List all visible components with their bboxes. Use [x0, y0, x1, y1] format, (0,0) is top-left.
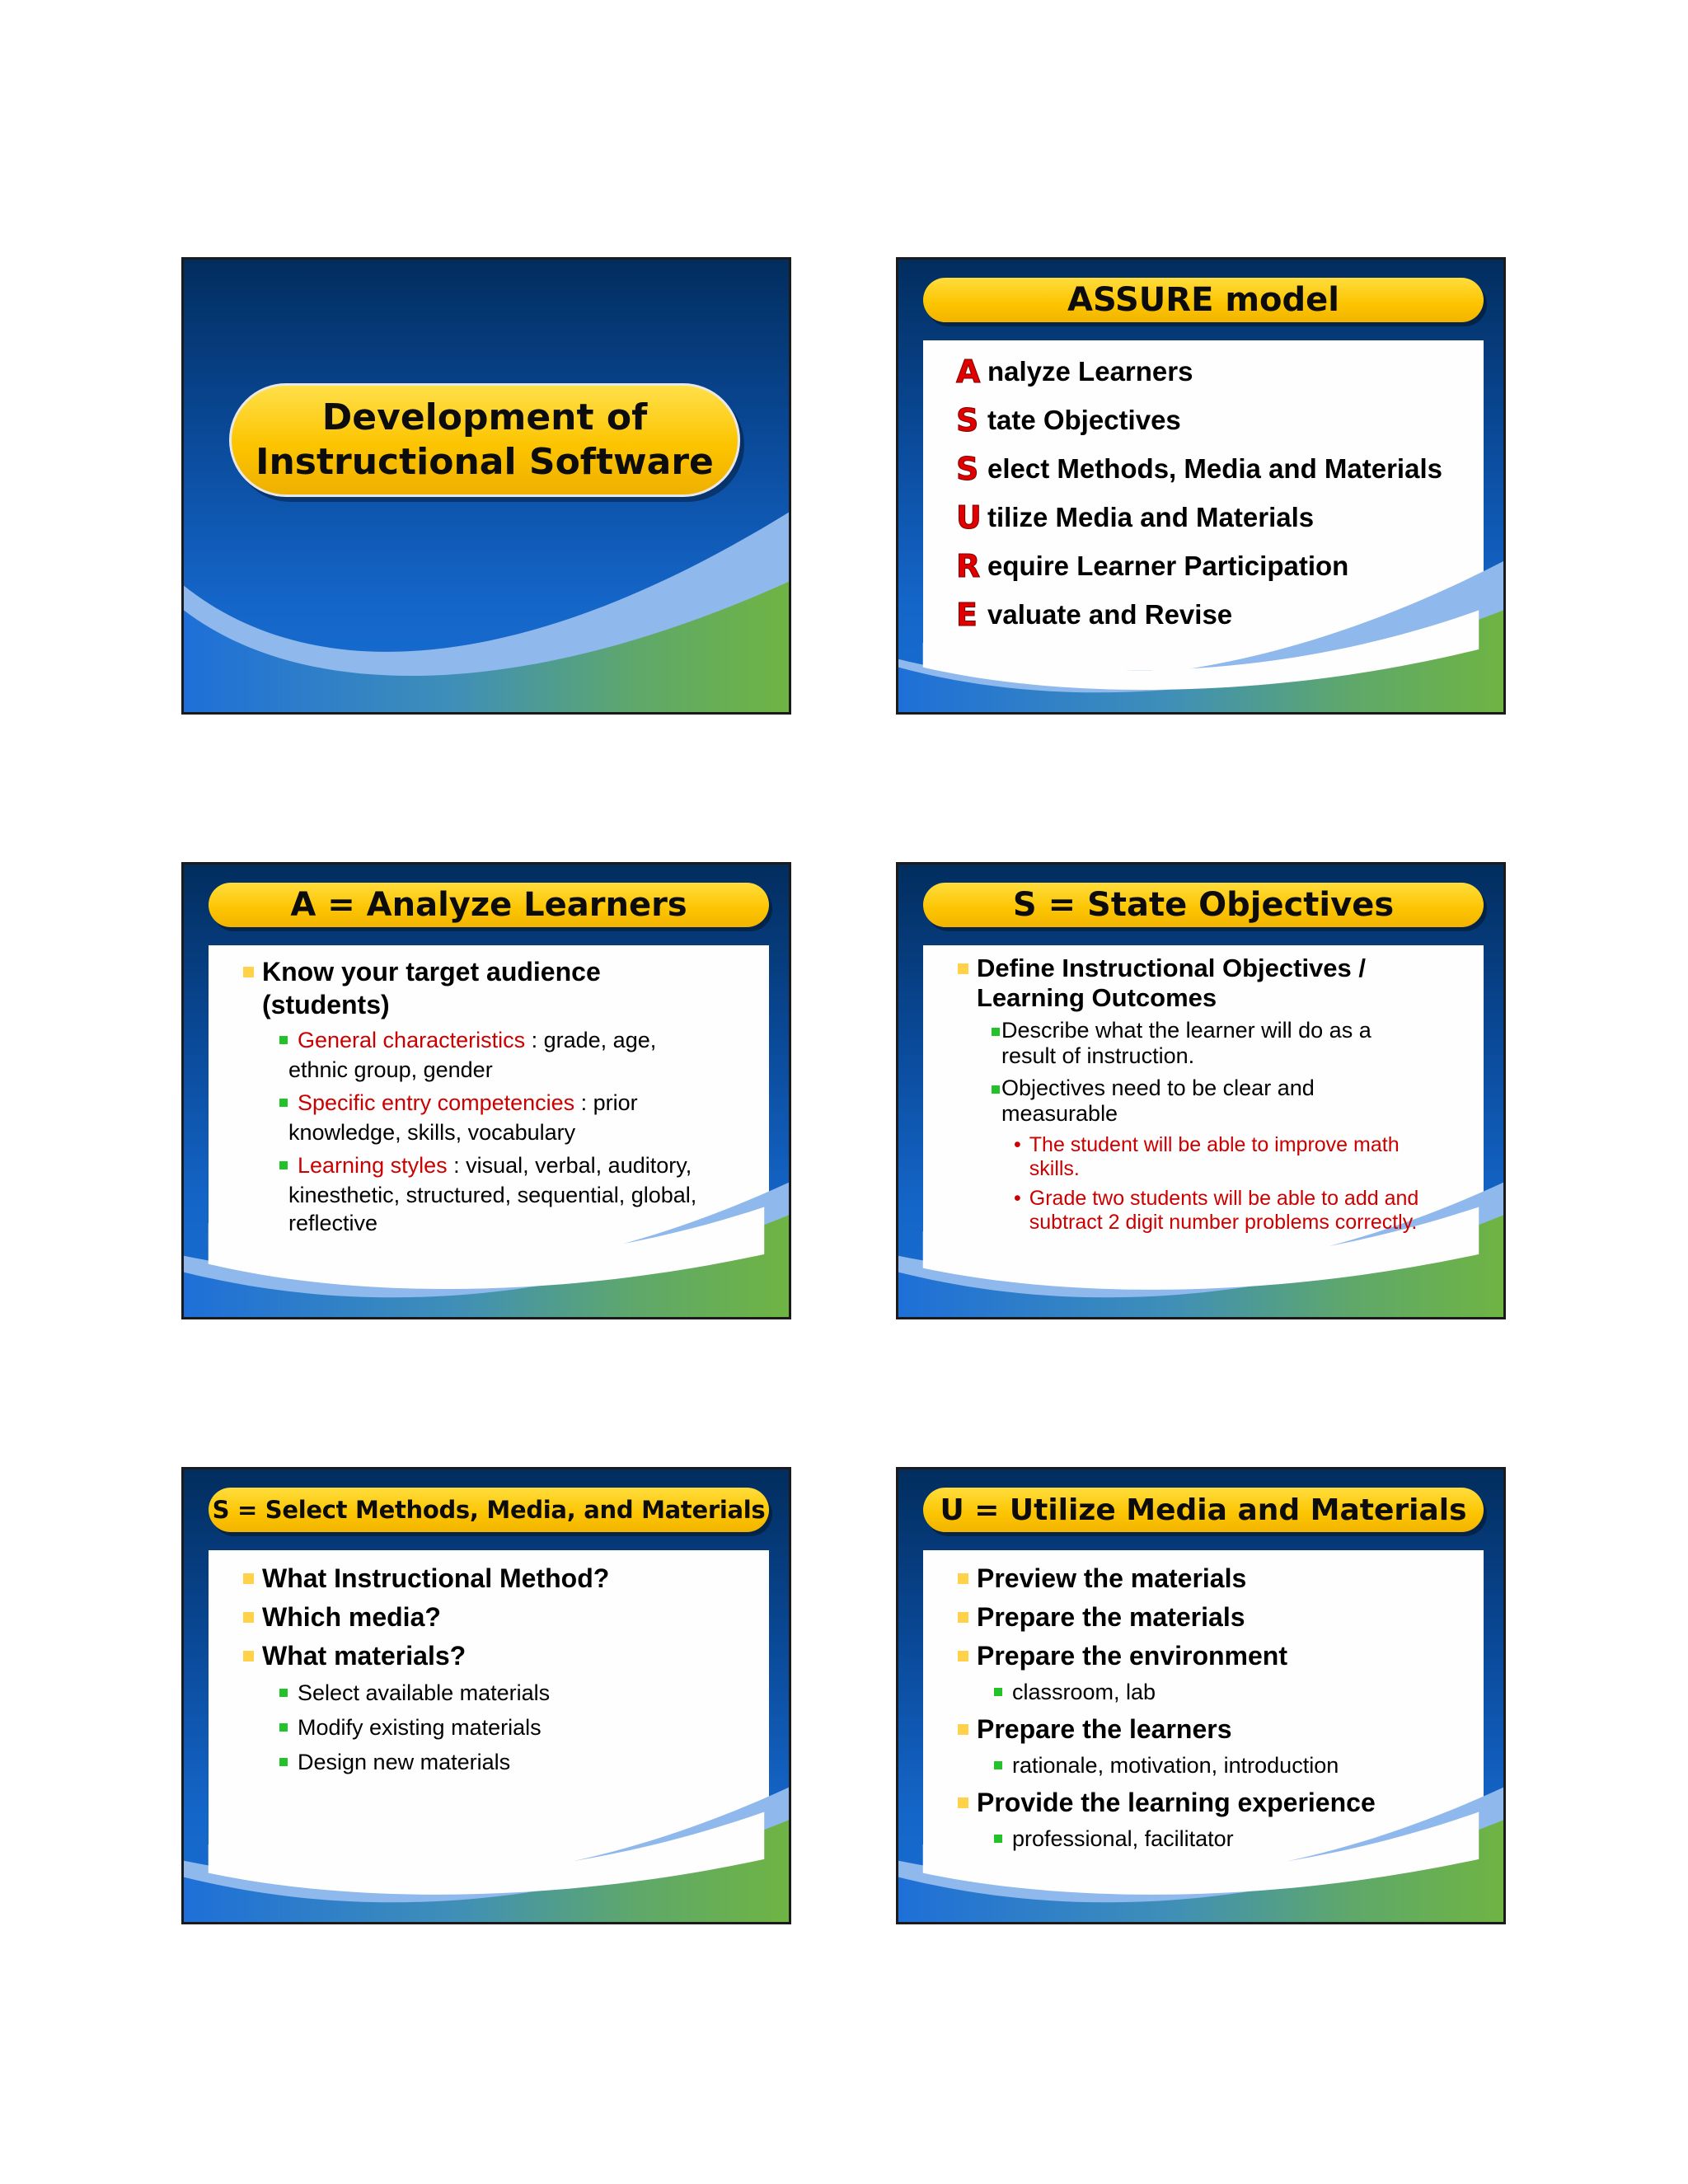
bullet-square-icon — [243, 1573, 254, 1584]
bullet-text: Prepare the learners — [977, 1714, 1232, 1744]
sub-bullet-text: Select available materials — [298, 1680, 551, 1705]
sub-bullet — [279, 1713, 542, 1741]
bullet-square-icon — [279, 1099, 288, 1107]
bullet-dot-icon: • — [1014, 1187, 1021, 1210]
sub-bullet — [279, 1679, 550, 1707]
bullet-text: (students) — [262, 990, 390, 1019]
bullet-square-icon — [243, 1651, 254, 1661]
sub-bullet-text: knowledge, skills, vocabulary — [288, 1120, 576, 1145]
assure-letter: U — [956, 499, 982, 536]
main-bullet — [243, 1562, 609, 1595]
bullet-square-icon — [992, 1028, 1000, 1036]
assure-item — [956, 597, 1232, 633]
main-bullet — [243, 955, 601, 1021]
sub-bullet-label: Learning styles — [298, 1153, 448, 1178]
sub-bullet — [279, 1748, 510, 1776]
slide-title: ASSURE model — [923, 278, 1484, 322]
main-bullet — [958, 1639, 1287, 1672]
main-bullet — [958, 954, 1366, 1013]
example-text: Grade two students will be able to add and — [1029, 1187, 1419, 1210]
main-bullet — [958, 1713, 1232, 1746]
sub-bullet-text: Describe what the learner will do as a — [1001, 1018, 1372, 1043]
sub-bullet — [279, 1151, 692, 1179]
bullet-square-icon — [279, 1036, 288, 1044]
bullet-square-icon — [958, 1797, 968, 1808]
assure-item — [956, 499, 1314, 536]
sub-bullet-text: classroom, lab — [1012, 1680, 1156, 1704]
bullet-text: Learning Outcomes — [977, 983, 1217, 1012]
assure-text: equire Learner Participation — [987, 551, 1349, 581]
sub-bullet-text: : prior — [574, 1090, 638, 1115]
cover-title-line2: Instructional Software — [256, 441, 714, 483]
assure-item — [956, 354, 1193, 390]
assure-text: elect Methods, Media and Materials — [987, 453, 1442, 484]
sub-bullet — [994, 1751, 1339, 1779]
sub-bullet — [992, 1076, 1315, 1127]
example-text: skills. — [1029, 1157, 1080, 1180]
bullet-square-icon — [958, 1724, 968, 1735]
slide-utilize-media — [896, 1467, 1506, 1924]
slide-state-objectives — [896, 862, 1506, 1319]
example-text: The student will be able to improve math — [1029, 1133, 1400, 1156]
assure-text: tate Objectives — [987, 405, 1181, 435]
cover-title — [229, 383, 740, 497]
sub-bullet-text: Modify existing materials — [298, 1715, 542, 1740]
sub-bullet-text: ethnic group, gender — [288, 1057, 493, 1082]
bullet-square-icon — [279, 1689, 288, 1697]
bullet-text: Prepare the materials — [977, 1602, 1245, 1632]
slide-assure-model — [896, 257, 1506, 715]
sub-bullet-text: measurable — [1001, 1101, 1118, 1126]
assure-text: tilize Media and Materials — [987, 502, 1315, 532]
bullet-square-icon — [994, 1688, 1002, 1696]
bullet-text: What materials? — [262, 1641, 467, 1671]
slide-select-methods — [181, 1467, 791, 1924]
bullet-dot-icon: • — [1014, 1133, 1021, 1156]
sub-bullet — [279, 1089, 638, 1117]
sub-bullet-text: Objectives need to be clear and — [1001, 1076, 1315, 1100]
assure-item — [956, 548, 1348, 584]
main-bullet — [243, 1601, 441, 1633]
slide-title: S = State Objectives — [923, 883, 1484, 927]
bullet-square-icon — [994, 1835, 1002, 1843]
main-bullet — [958, 1601, 1245, 1633]
sub-bullet-label: General characteristics — [298, 1028, 526, 1052]
example-text: subtract 2 digit number problems correctly. — [1029, 1211, 1418, 1234]
assure-letter: R — [956, 548, 981, 584]
bullet-square-icon — [992, 1085, 1000, 1094]
bullet-text: Preview the materials — [977, 1563, 1247, 1593]
sub-bullet — [994, 1678, 1156, 1706]
bullet-text: Know your target audience — [262, 957, 601, 987]
bullet-square-icon — [243, 1612, 254, 1623]
sub-bullet — [279, 1026, 656, 1054]
bullet-text: Provide the learning experience — [977, 1788, 1376, 1817]
slide-title: S = Select Methods, Media, and Materials — [209, 1488, 769, 1532]
sub-bullet-text: reflective — [288, 1211, 378, 1235]
assure-item — [956, 451, 1442, 487]
main-bullet — [243, 1639, 466, 1672]
bullet-text: Prepare the environment — [977, 1641, 1287, 1671]
sub-bullet — [992, 1018, 1372, 1069]
assure-item — [956, 402, 1181, 438]
sub-bullet-text: professional, facilitator — [1012, 1826, 1234, 1851]
bullet-text: Define Instructional Objectives / — [977, 954, 1367, 982]
slide-analyze-learners — [181, 862, 791, 1319]
sub-bullet-text: rationale, motivation, introduction — [1012, 1753, 1339, 1778]
bullet-text: What Instructional Method? — [262, 1563, 610, 1593]
sub-bullet-text: : visual, verbal, auditory, — [447, 1153, 692, 1178]
bullet-square-icon — [279, 1723, 288, 1732]
assure-letter: S — [956, 402, 979, 438]
bullet-square-icon — [958, 1573, 968, 1584]
sub-bullet — [994, 1825, 1234, 1853]
sub-bullet-label: Specific entry competencies — [298, 1090, 575, 1115]
bullet-square-icon — [958, 963, 968, 974]
bullet-square-icon — [958, 1651, 968, 1661]
sub-bullet-text: : grade, age, — [525, 1028, 657, 1052]
example-bullet — [1014, 1187, 1418, 1235]
slide-title: A = Analyze Learners — [209, 883, 769, 927]
sub-bullet-text: Design new materials — [298, 1750, 511, 1774]
example-bullet — [1014, 1133, 1400, 1181]
sub-bullet-text: kinesthetic, structured, sequential, global, — [288, 1183, 697, 1207]
assure-letter: S — [956, 451, 979, 487]
bullet-square-icon — [279, 1161, 288, 1169]
main-bullet — [958, 1786, 1376, 1819]
assure-letter: A — [956, 354, 981, 390]
slide-title — [181, 257, 791, 715]
sub-bullet-text: result of instruction. — [1001, 1043, 1195, 1068]
cover-title-line1: Development of — [321, 396, 648, 438]
bullet-square-icon — [994, 1761, 1002, 1769]
main-bullet — [958, 1562, 1246, 1595]
slide-title: U = Utilize Media and Materials — [923, 1488, 1484, 1532]
assure-text: nalyze Learners — [987, 356, 1193, 387]
bullet-square-icon — [958, 1612, 968, 1623]
bullet-square-icon — [279, 1758, 288, 1766]
bullet-square-icon — [243, 967, 254, 977]
assure-letter: E — [956, 597, 978, 633]
bullet-text: Which media? — [262, 1602, 441, 1632]
assure-text: valuate and Revise — [987, 599, 1233, 630]
